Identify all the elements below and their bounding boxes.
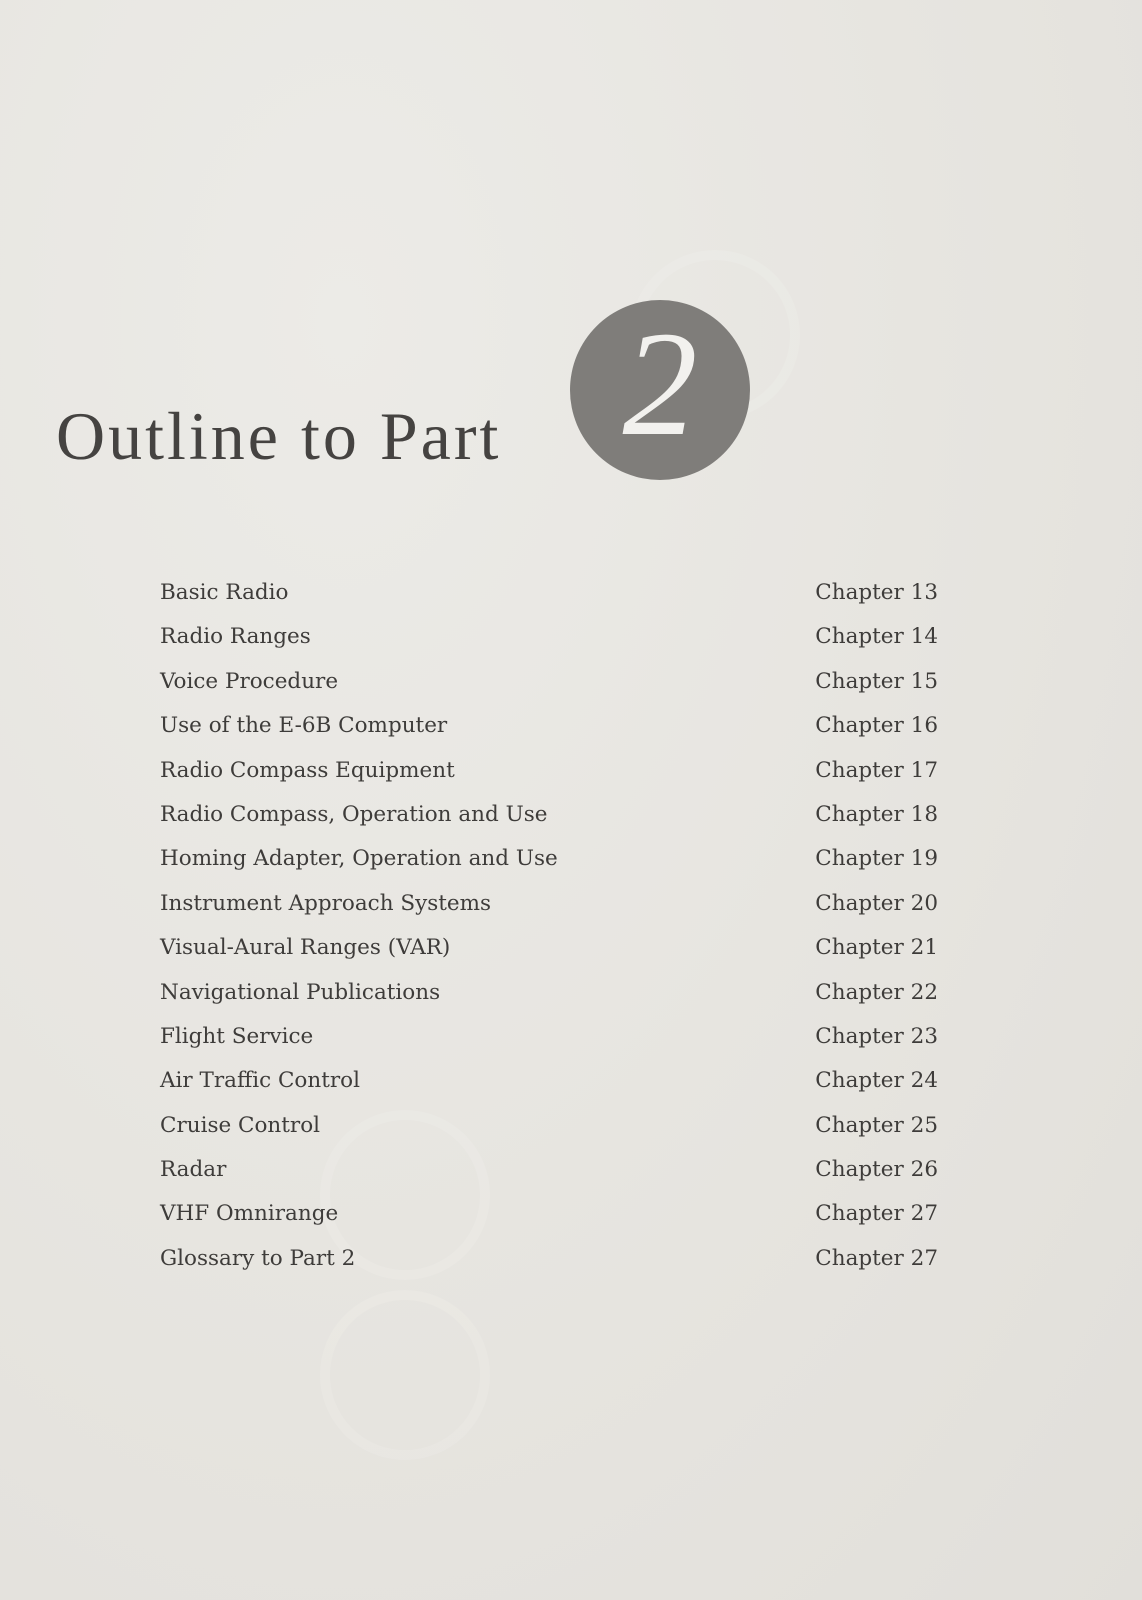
outline-row bbox=[160, 1155, 938, 1199]
part-number-badge bbox=[570, 300, 750, 480]
outline-row bbox=[160, 933, 938, 977]
outline-chapter: Chapter 24 bbox=[815, 1068, 938, 1094]
outline-chapter: Chapter 20 bbox=[815, 890, 938, 916]
outline-topic: Homing Adapter, Operation and Use bbox=[160, 846, 558, 872]
outline-chapter: Chapter 22 bbox=[815, 979, 938, 1005]
outline-topic: Voice Procedure bbox=[160, 668, 339, 694]
outline-chapter: Chapter 14 bbox=[815, 624, 938, 650]
outline-chapter: Chapter 18 bbox=[815, 801, 938, 827]
outline-chapter: Chapter 27 bbox=[815, 1245, 938, 1271]
outline-row bbox=[160, 667, 938, 711]
outline-chapter: Chapter 19 bbox=[815, 846, 938, 872]
outline-row bbox=[160, 1199, 938, 1243]
outline-chapter: Chapter 13 bbox=[815, 580, 938, 605]
outline-topic: Glossary to Part 2 bbox=[160, 1245, 356, 1271]
outline-row bbox=[160, 844, 938, 888]
outline-row bbox=[160, 800, 938, 844]
outline-topic: Flight Service bbox=[160, 1023, 314, 1049]
outline-topic: Instrument Approach Systems bbox=[160, 890, 492, 916]
outline-topic: Radar bbox=[160, 1157, 227, 1183]
part-number: 2 bbox=[622, 301, 698, 467]
outline-row bbox=[160, 1244, 938, 1288]
outline-list bbox=[160, 578, 938, 1288]
outline-row bbox=[160, 978, 938, 1022]
outline-topic: Radio Compass Equipment bbox=[160, 757, 455, 783]
page-title: Outline to Part bbox=[56, 397, 502, 474]
outline-topic: Cruise Control bbox=[160, 1112, 321, 1138]
outline-chapter: Chapter 21 bbox=[815, 935, 938, 961]
outline-row bbox=[160, 711, 938, 755]
faint-circle-mark bbox=[320, 1290, 490, 1460]
outline-topic: Basic Radio bbox=[160, 580, 289, 605]
outline-chapter: Chapter 23 bbox=[815, 1023, 938, 1049]
outline-chapter: Chapter 27 bbox=[815, 1201, 938, 1227]
outline-chapter: Chapter 26 bbox=[815, 1157, 938, 1183]
outline-row bbox=[160, 1066, 938, 1110]
outline-topic: Use of the E-6B Computer bbox=[160, 713, 448, 739]
outline-row bbox=[160, 1022, 938, 1066]
outline-row bbox=[160, 756, 938, 800]
outline-chapter: Chapter 16 bbox=[815, 713, 938, 739]
outline-topic: Radio Compass, Operation and Use bbox=[160, 801, 548, 827]
outline-topic: Visual-Aural Ranges (VAR) bbox=[160, 935, 451, 961]
outline-row bbox=[160, 1111, 938, 1155]
outline-row bbox=[160, 578, 938, 622]
outline-topic: Navigational Publications bbox=[160, 979, 441, 1005]
outline-chapter: Chapter 17 bbox=[815, 757, 938, 783]
outline-chapter: Chapter 25 bbox=[815, 1112, 938, 1138]
outline-row bbox=[160, 622, 938, 666]
outline-row bbox=[160, 889, 938, 933]
outline-topic: Radio Ranges bbox=[160, 624, 311, 650]
outline-topic: VHF Omnirange bbox=[160, 1201, 339, 1227]
outline-topic: Air Traffic Control bbox=[160, 1068, 360, 1094]
outline-chapter: Chapter 15 bbox=[815, 668, 938, 694]
